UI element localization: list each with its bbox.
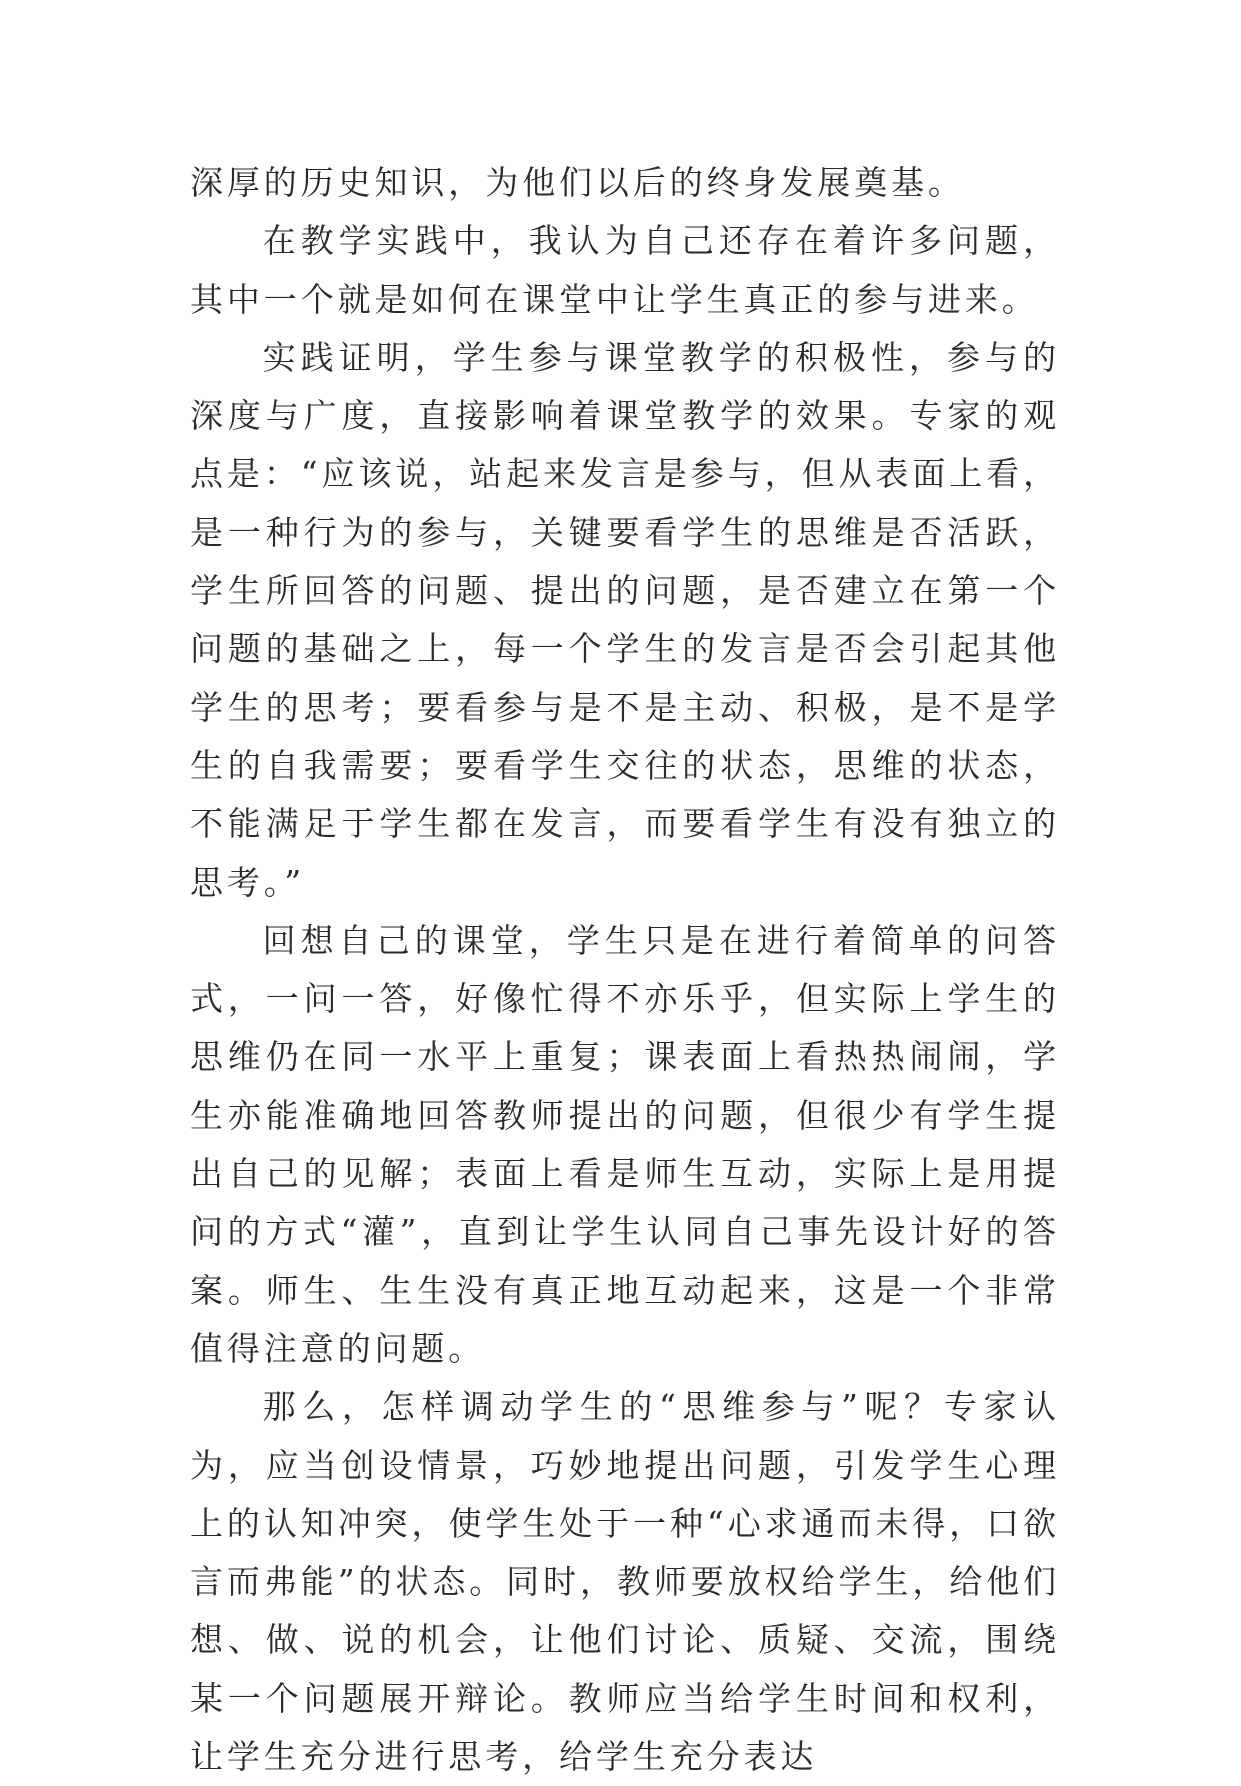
paragraph-2: 在教学实践中，我认为自己还存在着许多问题，其中一个就是如何在课堂中让学生真正的参与进来。: [190, 221, 1060, 319]
paragraph-4: 回想自己的课堂，学生只是在进行着简单的问答式，一问一答，好像忙得不亦乐乎，但实际上学生的思维仍在同一水平上重复；课表面上看热热闹闹，学生亦能准确地回答教师提出的问题，但很少有学生提出自己的见解；表面上看是师生互动，实际上是用提问的方式“灌”，直到让学生认同自己事先设计好的答案。师生、生生没有真正地互动起来，这是一个非常值得注意的问题。: [190, 920, 1060, 1368]
document-body: [190, 154, 1060, 1786]
paragraph-1: 深厚的历史知识，为他们以后的终身发展奠基。: [190, 163, 965, 202]
paragraph-5: 那么，怎样调动学生的“思维参与”呢？专家认为，应当创设情景，巧妙地提出问题，引发学生心理上的认知冲突，使学生处于一种“心求通而未得，口欲言而弗能”的状态。同时，教师要放权给学生，给他们想、做、说的机会，让他们讨论、质疑、交流，围绕某一个问题展开辩论。教师应当给学生时间和权利，让学生充分进行思考，给学生充分表达: [190, 1387, 1060, 1777]
paragraph-3: 实践证明，学生参与课堂教学的积极性，参与的深度与广度，直接影响着课堂教学的效果。专家的观点是：“应该说，站起来发言是参与，但从表面上看，是一种行为的参与，关键要看学生的思维是否活跃，学生所回答的问题、提出的问题，是否建立在第一个问题的基础之上，每一个学生的发言是否会引起其他学生的思考；要看参与是不是主动、积极，是不是学生的自我需要；要看学生交往的状态，思维的状态，不能满足于学生都在发言，而要看学生有没有独立的思考。”: [190, 337, 1060, 902]
